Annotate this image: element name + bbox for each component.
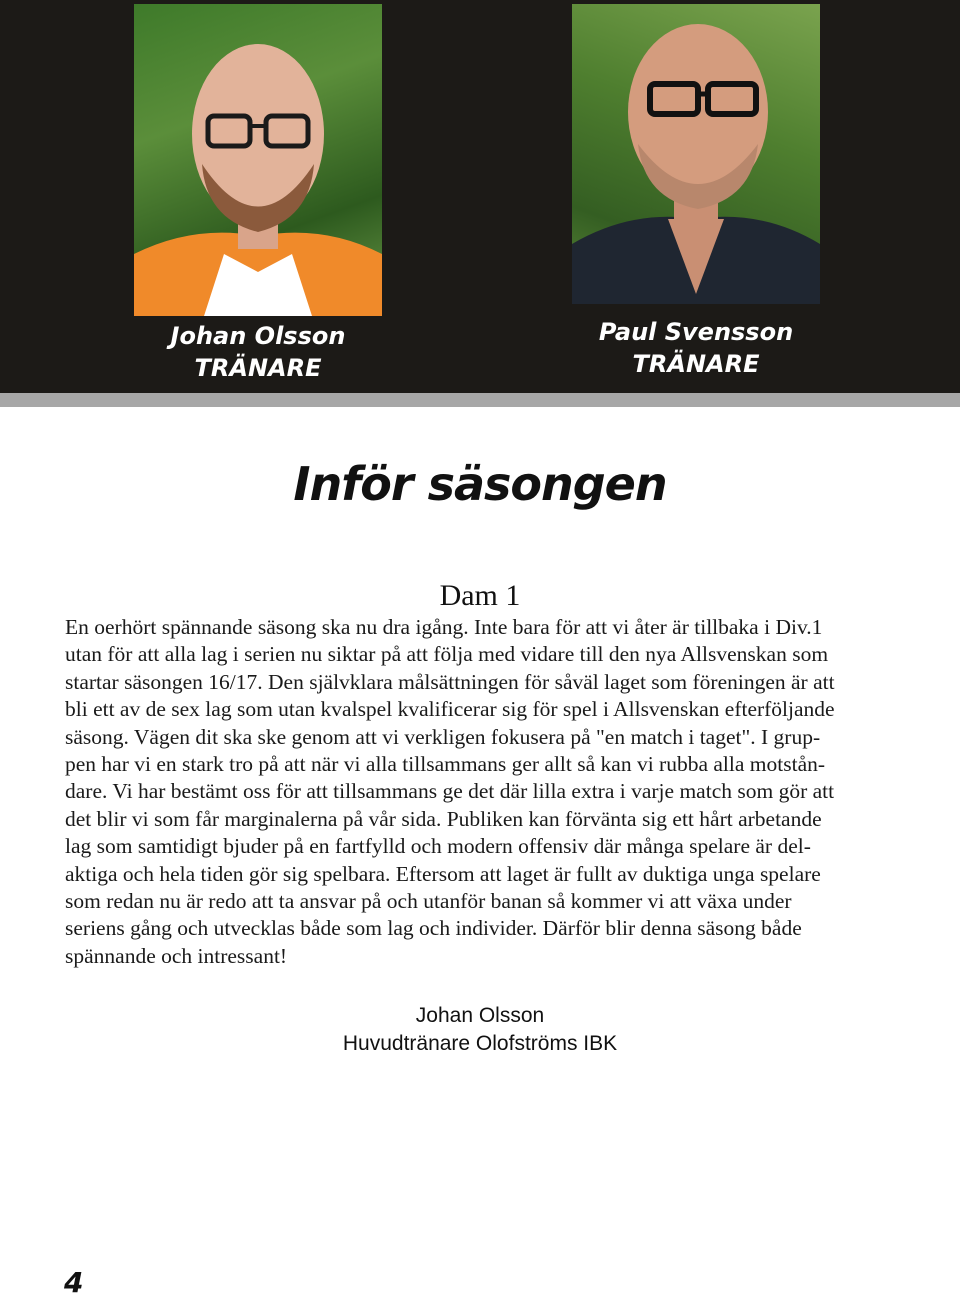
signature-block — [0, 1002, 960, 1058]
coach-caption-johan — [134, 320, 382, 384]
coach-name: Johan Olsson — [170, 322, 346, 350]
body-line: startar säsongen 16/17. Den självklara målsättningen för såväl laget som föreningen är att — [65, 669, 835, 694]
body-line: utan för att alla lag i serien nu siktar på att följa med vidare till den nya Allsvenskan som — [65, 642, 829, 667]
header-divider — [0, 393, 960, 407]
body-line: aktiga och hela tiden gör sig spelbara. Eftersom att laget är fullt av duktiga unga spelare — [65, 861, 821, 886]
coach-role: TRÄNARE — [194, 354, 322, 382]
body-line: En oerhört spännande säsong ska nu dra igång. Inte bara för att vi åter är tillbaka i Div.1 — [65, 615, 823, 639]
section-heading: Dam 1 — [439, 579, 521, 612]
body-line: lag som samtidigt bjuder på en fartfylld och modern offensiv där många spelare är del- — [65, 834, 811, 859]
body-line: seriens gång och utvecklas både som lag och individer. Därför blir denna säsong både — [65, 916, 802, 941]
body-line: dare. Vi har bestämt oss för att tillsammans ge det där lilla extra i varje match som gör att — [65, 779, 835, 804]
coach-caption-paul — [572, 316, 820, 380]
body-line: som redan nu är redo att ta ansvar på och utanför banan så kommer vi att växa under — [65, 889, 792, 914]
coach-photo-johan-olsson — [134, 4, 382, 316]
body-line: säsong. Vägen dit ska ske genom att vi verkligen fokusera på "en match i taget". I grup- — [65, 724, 821, 749]
body-line: bli ett av de sex lag som utan kvalspel kvalificerar sig för spel i Allsvenskan efterföljande — [65, 697, 835, 722]
portrait-illustration — [134, 4, 382, 316]
article-body — [65, 614, 905, 970]
body-line: det blir vi som får marginalerna på vår sida. Publiken kan förvänta sig ett hårt arbetande — [65, 806, 822, 831]
signature-title: Huvudtränare Olofströms IBK — [342, 1032, 618, 1055]
body-line: spännande och intressant! — [65, 943, 288, 968]
page-title: Inför säsongen — [293, 457, 667, 511]
page-number: 4 — [64, 1266, 84, 1299]
signature-name: Johan Olsson — [415, 1004, 545, 1027]
coach-name: Paul Svensson — [598, 318, 794, 346]
portrait-illustration — [572, 4, 820, 304]
body-line: pen har vi en stark tro på att när vi alla tillsammans ger allt så kan vi rubba alla motstån- — [65, 752, 826, 777]
coach-photo-paul-svensson — [572, 4, 820, 304]
coach-role: TRÄNARE — [632, 350, 760, 378]
